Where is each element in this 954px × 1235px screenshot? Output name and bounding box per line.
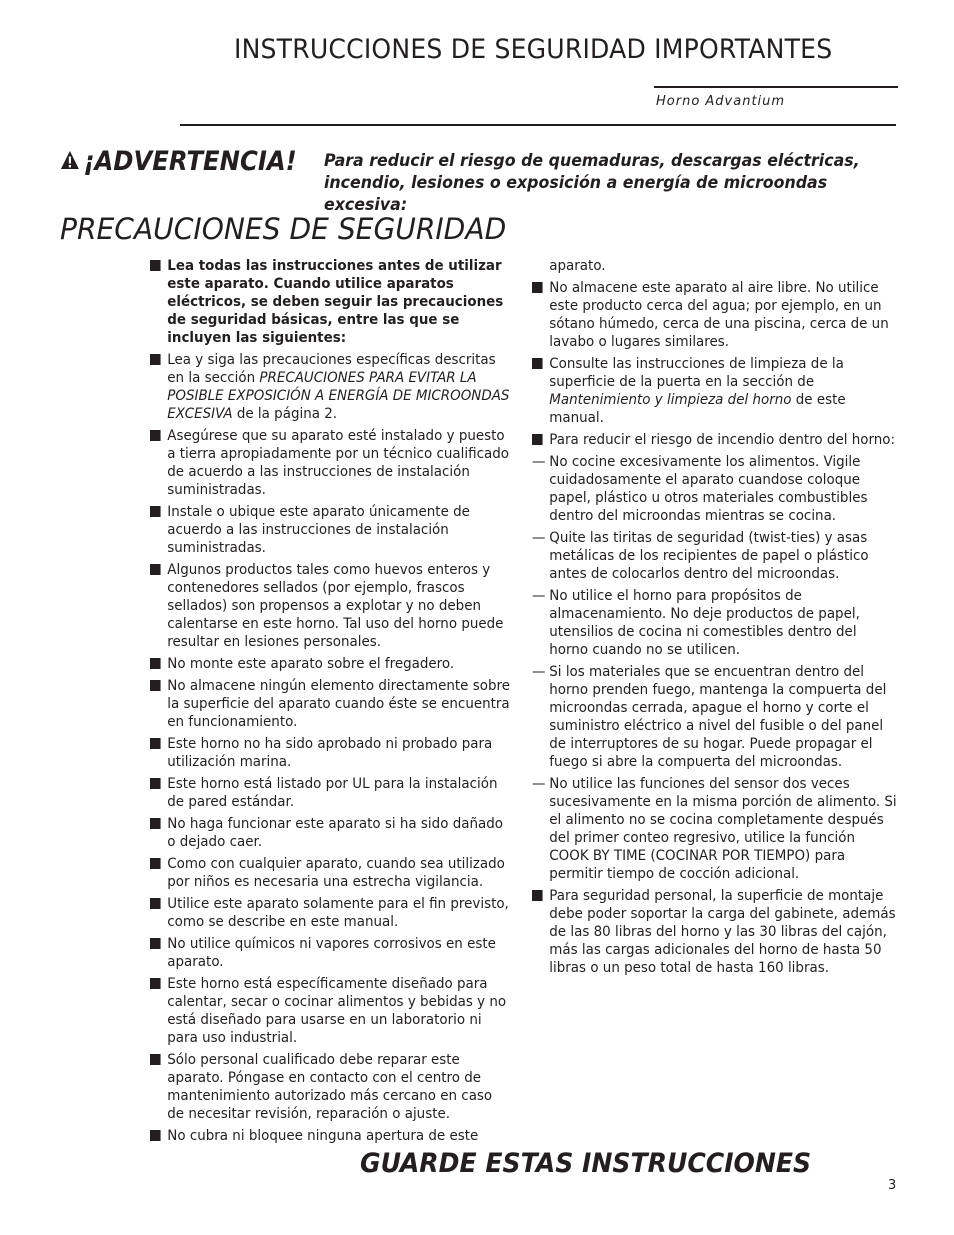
list-item — [150, 351, 511, 423]
item-text: Para reducir el riesgo de incendio dentro del horno: — [549, 432, 896, 448]
bullet-icon — [150, 354, 161, 365]
warning-heading — [60, 146, 297, 177]
list-item — [150, 677, 511, 731]
list-item — [150, 935, 511, 971]
item-text: Para seguridad personal, la superficie de montaje debe poder soportar la carga del gabinete, además de las 80 libras del horno y las 30 libras del cajón, más las cargas adicionales del horno de hasta 50 libras o un peso total de hasta 160 libras. — [549, 888, 896, 976]
right-column — [532, 257, 912, 981]
bullet-icon — [150, 978, 161, 989]
page-title: INSTRUCCIONES DE SEGURIDAD IMPORTANTES — [234, 34, 833, 65]
dash-mark: — — [532, 588, 546, 604]
bullet-icon — [150, 680, 161, 691]
list-item — [532, 887, 897, 977]
dash-text: Si los materiales que se encuentran dentro del horno prenden fuego, mantenga la compuerta del microondas cerrada, apague el horno y corte el suministro eléctrico a nivel del fusible o del panel de interruptores de su hogar. Puede propagar el fuego si abre la compuerta del microondas. — [549, 664, 887, 770]
item-text: Consulte las instrucciones de limpieza de la superficie de la puerta en la sección de — [549, 356, 844, 390]
bullet-icon — [150, 430, 161, 441]
list-item — [150, 895, 511, 931]
item-text: Este horno está listado por UL para la instalación de pared estándar. — [167, 776, 498, 810]
dash-mark: — — [532, 454, 546, 470]
header-rule-long — [180, 124, 896, 126]
list-item — [150, 975, 511, 1047]
dash-item — [532, 663, 897, 771]
bullet-icon — [532, 434, 543, 445]
bullet-icon — [150, 898, 161, 909]
item-text: Asegúrese que su aparato esté instalado y puesto a tierra apropiadamente por un técnico cualificado de acuerdo a las instrucciones de instalación suministradas. — [167, 428, 509, 498]
item-text: Instale o ubique este aparato únicamente de acuerdo a las instrucciones de instalación suministradas. — [167, 504, 470, 556]
bullet-icon — [150, 1054, 161, 1065]
item-text: Algunos productos tales como huevos enteros y contenedores sellados (por ejemplo, frascos sellados) son propensos a explotar y no deben calentarse en este horno. Tal uso del horno puede resultar en lesiones personales. — [167, 562, 504, 650]
list-item — [150, 503, 511, 557]
header-rule-short — [654, 86, 898, 88]
list-item — [150, 855, 511, 891]
bullet-icon — [150, 858, 161, 869]
item-text: No almacene este aparato al aire libre. No utilice este producto cerca del agua; por ejemplo, en un sótano húmedo, cerca de una piscina, cerca de un lavabo o lugares similares. — [549, 280, 889, 350]
left-column — [150, 257, 526, 1149]
dash-text: Quite las tiritas de seguridad (twist-ties) y asas metálicas de los recipientes de papel o plástico antes de colocarlos dentro del microondas. — [549, 530, 869, 582]
bullet-icon — [150, 564, 161, 575]
bullet-icon — [150, 778, 161, 789]
dash-item — [532, 775, 897, 883]
item-text: de la página 2. — [232, 406, 338, 422]
item-text: No monte este aparato sobre el fregadero. — [167, 656, 455, 672]
list-item — [532, 279, 897, 351]
dash-item — [532, 529, 897, 583]
footer-title: GUARDE ESTAS INSTRUCCIONES — [360, 1148, 812, 1179]
dash-item — [532, 587, 897, 659]
bullet-icon — [150, 818, 161, 829]
bullet-icon — [150, 658, 161, 669]
bullet-icon — [150, 1130, 161, 1141]
item-text: Este horno está específicamente diseñado para calentar, secar o cocinar alimentos y bebidas y no está diseñado para usarse en un laboratorio ni para uso industrial. — [167, 976, 507, 1046]
warning-label: ¡ADVERTENCIA! — [83, 146, 297, 177]
bullet-icon — [532, 282, 543, 293]
dash-mark: — — [532, 530, 546, 546]
item-text: No almacene ningún elemento directamente sobre la superficie del aparato cuando éste se encuentra en funcionamiento. — [167, 678, 510, 730]
list-item — [150, 1051, 511, 1123]
item-text: Lea y siga las precauciones específicas descritas en la sección — [167, 352, 496, 386]
item-text: Utilice este aparato solamente para el fin previsto, como se describe en este manual. — [167, 896, 509, 930]
dash-mark: — — [532, 664, 546, 680]
item-italic-text: Mantenimiento y limpieza del horno — [549, 392, 792, 408]
dash-text: No utilice las funciones del sensor dos veces sucesivamente en la misma porción de alimento. Si el alimento no se cocina completamente después del primer conteo regresivo, utilice la función COOK BY TIME (COCINAR POR TIEMPO) para permitir tiempo de cocción adicional. — [549, 776, 897, 882]
bullet-icon — [150, 938, 161, 949]
item-text: No haga funcionar este aparato si ha sido dañado o dejado caer. — [167, 816, 503, 850]
section-title: PRECAUCIONES DE SEGURIDAD — [60, 212, 507, 246]
bullet-icon — [532, 358, 543, 369]
list-item — [532, 355, 897, 427]
item-text: Este horno no ha sido aprobado ni probado para utilización marina. — [167, 736, 493, 770]
list-item — [150, 775, 511, 811]
list-item — [150, 1127, 511, 1145]
dash-item — [532, 453, 897, 525]
list-item — [532, 431, 897, 449]
list-item — [150, 655, 511, 673]
warning-triangle-icon — [60, 150, 80, 170]
intro-item — [150, 257, 511, 347]
bullet-icon — [150, 260, 161, 271]
bullet-icon — [150, 506, 161, 517]
dash-text: No utilice el horno para propósitos de almacenamiento. No deje productos de papel, utensilios de cocina ni comestibles dentro del horno cuando no se utilicen. — [549, 588, 860, 658]
bullet-icon — [532, 890, 543, 901]
list-item — [150, 561, 511, 651]
list-item — [150, 815, 511, 851]
item-text: Como con cualquier aparato, cuando sea utilizado por niños es necesaria una estrecha vigilancia. — [167, 856, 505, 890]
item-text: No utilice químicos ni vapores corrosivos en este aparato. — [167, 936, 496, 970]
item-italic-text: PRECAUCIONES PARA EVITAR LA POSIBLE EXPOSICIÓN A ENERGÍA DE MICROONDAS EXCESIVA — [167, 370, 510, 422]
bullet-icon — [150, 738, 161, 749]
dash-text: No cocine excesivamente los alimentos. Vigile cuidadosamente el aparato cuandose coloque papel, plástico u otros materiales combustibles dentro del microondas mientras se cocina. — [549, 454, 868, 524]
list-item — [150, 735, 511, 771]
warning-text: Para reducir el riesgo de quemaduras, descargas eléctricas, incendio, lesiones o exposición a energía de microondas excesiva: — [324, 151, 860, 215]
item-text: de este manual. — [549, 392, 846, 426]
dash-mark: — — [532, 776, 546, 792]
continuation-text: aparato. — [549, 258, 606, 274]
product-name: Horno Advantium — [656, 94, 786, 109]
list-item — [150, 427, 511, 499]
page-number: 3 — [888, 1178, 897, 1193]
item-text: Sólo personal cualificado debe reparar este aparato. Póngase en contacto con el centro de mantenimiento autorizado más cercano en caso de necesitar revisión, reparación o ajuste. — [167, 1052, 493, 1122]
intro-text: Lea todas las instrucciones antes de utilizar este aparato. Cuando utilice aparatos eléctricos, se deben seguir las precauciones de seguridad básicas, entre las que se incluyen las siguientes: — [167, 258, 504, 346]
item-text: No cubra ni bloquee ninguna apertura de este — [167, 1128, 479, 1144]
